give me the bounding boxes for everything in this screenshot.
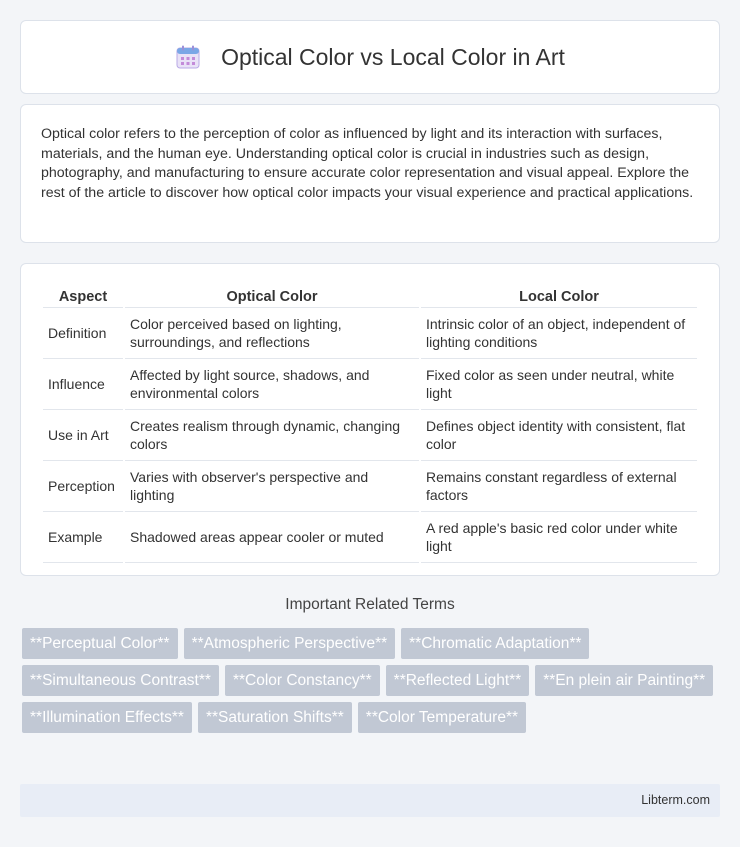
column-header-optical-color: Optical Color [125,284,419,308]
table-cell-optical: Color perceived based on lighting, surroundings, and reflections [125,308,419,359]
related-terms-title: Important Related Terms [285,596,455,613]
table-cell-aspect: Perception [43,461,123,512]
table-cell-local: Defines object identity with consistent, flat color [421,410,697,461]
term-tag[interactable]: **Chromatic Adaptation** [401,628,589,659]
table-cell-local: Fixed color as seen under neutral, white light [421,359,697,410]
table-row [43,308,697,359]
table-cell-optical: Creates realism through dynamic, changing colors [125,410,419,461]
term-tag[interactable]: **Simultaneous Contrast** [22,665,219,696]
term-tag[interactable]: **Saturation Shifts** [198,702,352,733]
table-cell-aspect: Influence [43,359,123,410]
table-cell-local: Remains constant regardless of external factors [421,461,697,512]
page-title: Optical Color vs Local Color in Art [221,43,565,70]
term-tag[interactable]: **Atmospheric Perspective** [184,628,396,659]
table-row [43,410,697,461]
table-cell-aspect: Use in Art [43,410,123,461]
calendar-icon [175,44,201,70]
intro-paragraph: Optical color refers to the perception of color as influenced by light and its interaction with surfaces, materials, and the human eye. Understanding optical color is crucial in industries such as design, photography, and manufacturing to ensure accurate color representation and visual appeal. Explore the rest of the article to discover how optical color impacts your visual experience and practical applications. [41,126,694,201]
term-tag[interactable]: **Perceptual Color** [22,628,178,659]
table-cell-aspect: Definition [43,308,123,359]
table-cell-local: Intrinsic color of an object, independent of lighting conditions [421,308,697,359]
table-row [43,461,697,512]
table-cell-aspect: Example [43,512,123,563]
footer [20,784,720,817]
term-tag[interactable]: **En plein air Painting** [535,665,713,696]
term-tag[interactable]: **Color Constancy** [225,665,380,696]
intro-card [20,104,720,243]
term-tag[interactable]: **Reflected Light** [386,665,530,696]
column-header-aspect: Aspect [43,284,123,308]
header-card [20,20,720,94]
term-tag[interactable]: **Color Temperature** [358,702,526,733]
comparison-table-card [20,263,720,576]
footer-site-link[interactable]: Libterm.com [641,793,710,807]
table-row [43,359,697,410]
table-cell-optical: Affected by light source, shadows, and environmental colors [125,359,419,410]
related-terms-list [22,628,722,739]
comparison-table [41,284,699,563]
term-tag[interactable]: **Illumination Effects** [22,702,192,733]
table-header-row [43,284,697,308]
table-cell-local: A red apple's basic red color under white light [421,512,697,563]
table-row [43,512,697,563]
table-cell-optical: Varies with observer's perspective and lighting [125,461,419,512]
column-header-local-color: Local Color [421,284,697,308]
table-cell-optical: Shadowed areas appear cooler or muted [125,512,419,563]
